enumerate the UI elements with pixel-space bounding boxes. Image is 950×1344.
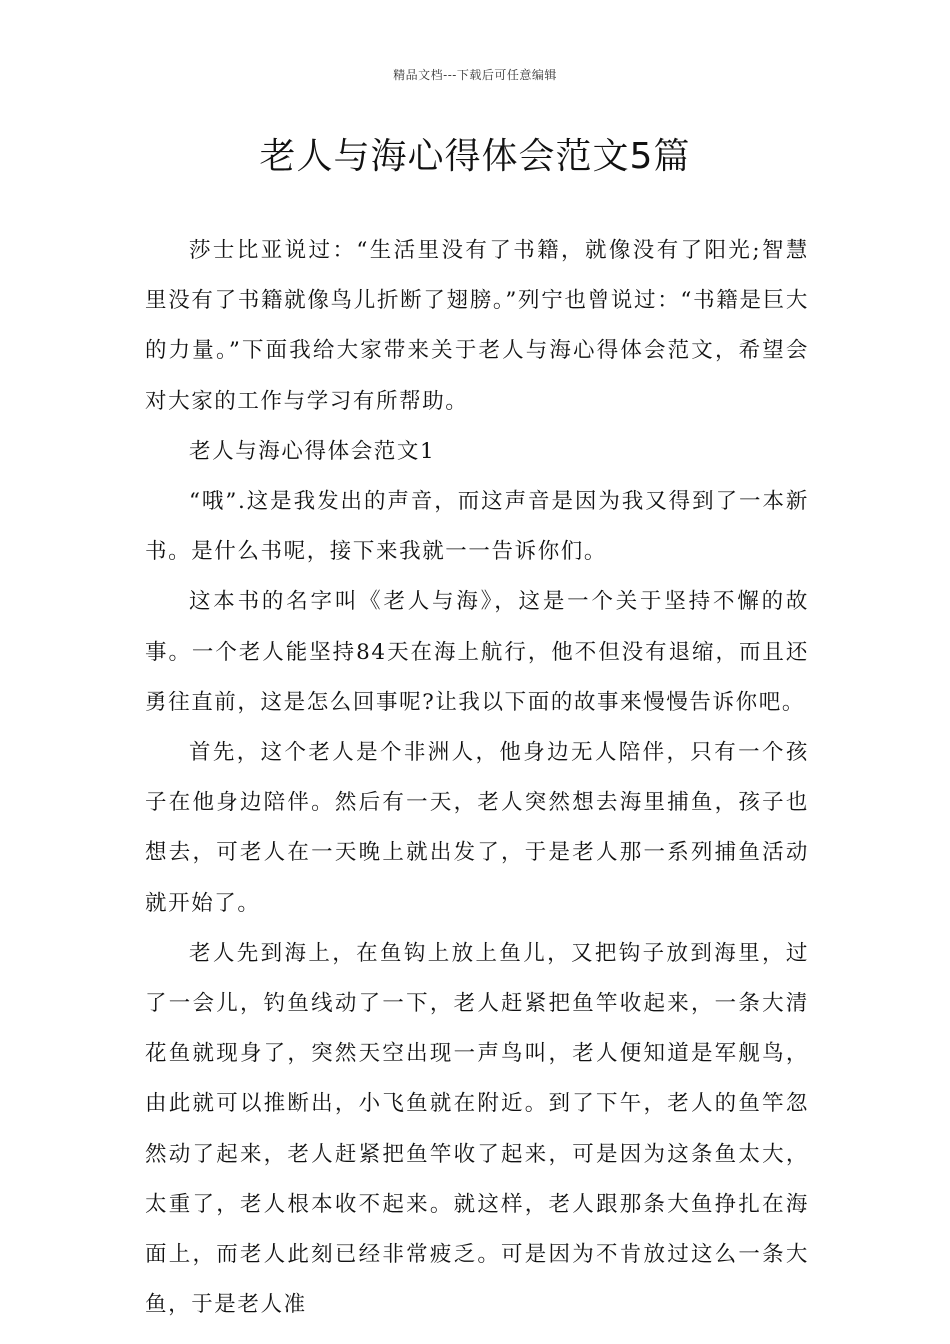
intro-paragraph: 莎士比亚说过：“生活里没有了书籍，就像没有了阳光;智慧里没有了书籍就像鸟儿折断了翅膀。”列宁也曾说过：“书籍是巨大的力量。”下面我给大家带来关于老人与海心得体会范文，希望会对大家的工作与学习有所帮助。 [145,238,809,414]
body-paragraph: “哦”.这是我发出的声音，而这声音是因为我又得到了一本新书。是什么书呢，接下来我就一一告诉你们。 [145,489,809,565]
header-note: 精品文档---下载后可任意编辑 [393,68,557,82]
body-paragraph: 老人先到海上，在鱼钩上放上鱼儿，又把钩子放到海里，过了一会儿，钓鱼线动了一下，老人赶紧把鱼竿收起来，一条大清花鱼就现身了，突然天空出现一声鸟叫，老人便知道是军舰鸟，由此就可以推断出，小飞鱼就在附近。到了下午，老人的鱼竿忽然动了起来，老人赶紧把鱼竿收了起来，可是因为这条鱼太大，太重了，老人根本收不起来。就这样，老人跟那条大鱼挣扎在海面上，而老人此刻已经非常疲乏。可是因为不肯放过这么一条大鱼，于是老人准 [145,940,809,1318]
section-heading: 老人与海心得体会范文1 [189,438,436,464]
body-paragraph: 首先，这个老人是个非洲人，他身边无人陪伴，只有一个孩子在他身边陪伴。然后有一天，老人突然想去海里捕鱼，孩子也想去，可老人在一天晚上就出发了，于是老人那一系列捕鱼活动就开始了。 [145,740,809,916]
document-title: 老人与海心得体会范文5篇 [259,136,691,177]
body-paragraph: 这本书的名字叫《老人与海》，这是一个关于坚持不懈的故事。一个老人能坚持84天在海上航行，他不但没有退缩，而且还勇往直前，这是怎么回事呢?让我以下面的故事来慢慢告诉你吧。 [145,589,809,715]
document-body [145,226,809,1330]
